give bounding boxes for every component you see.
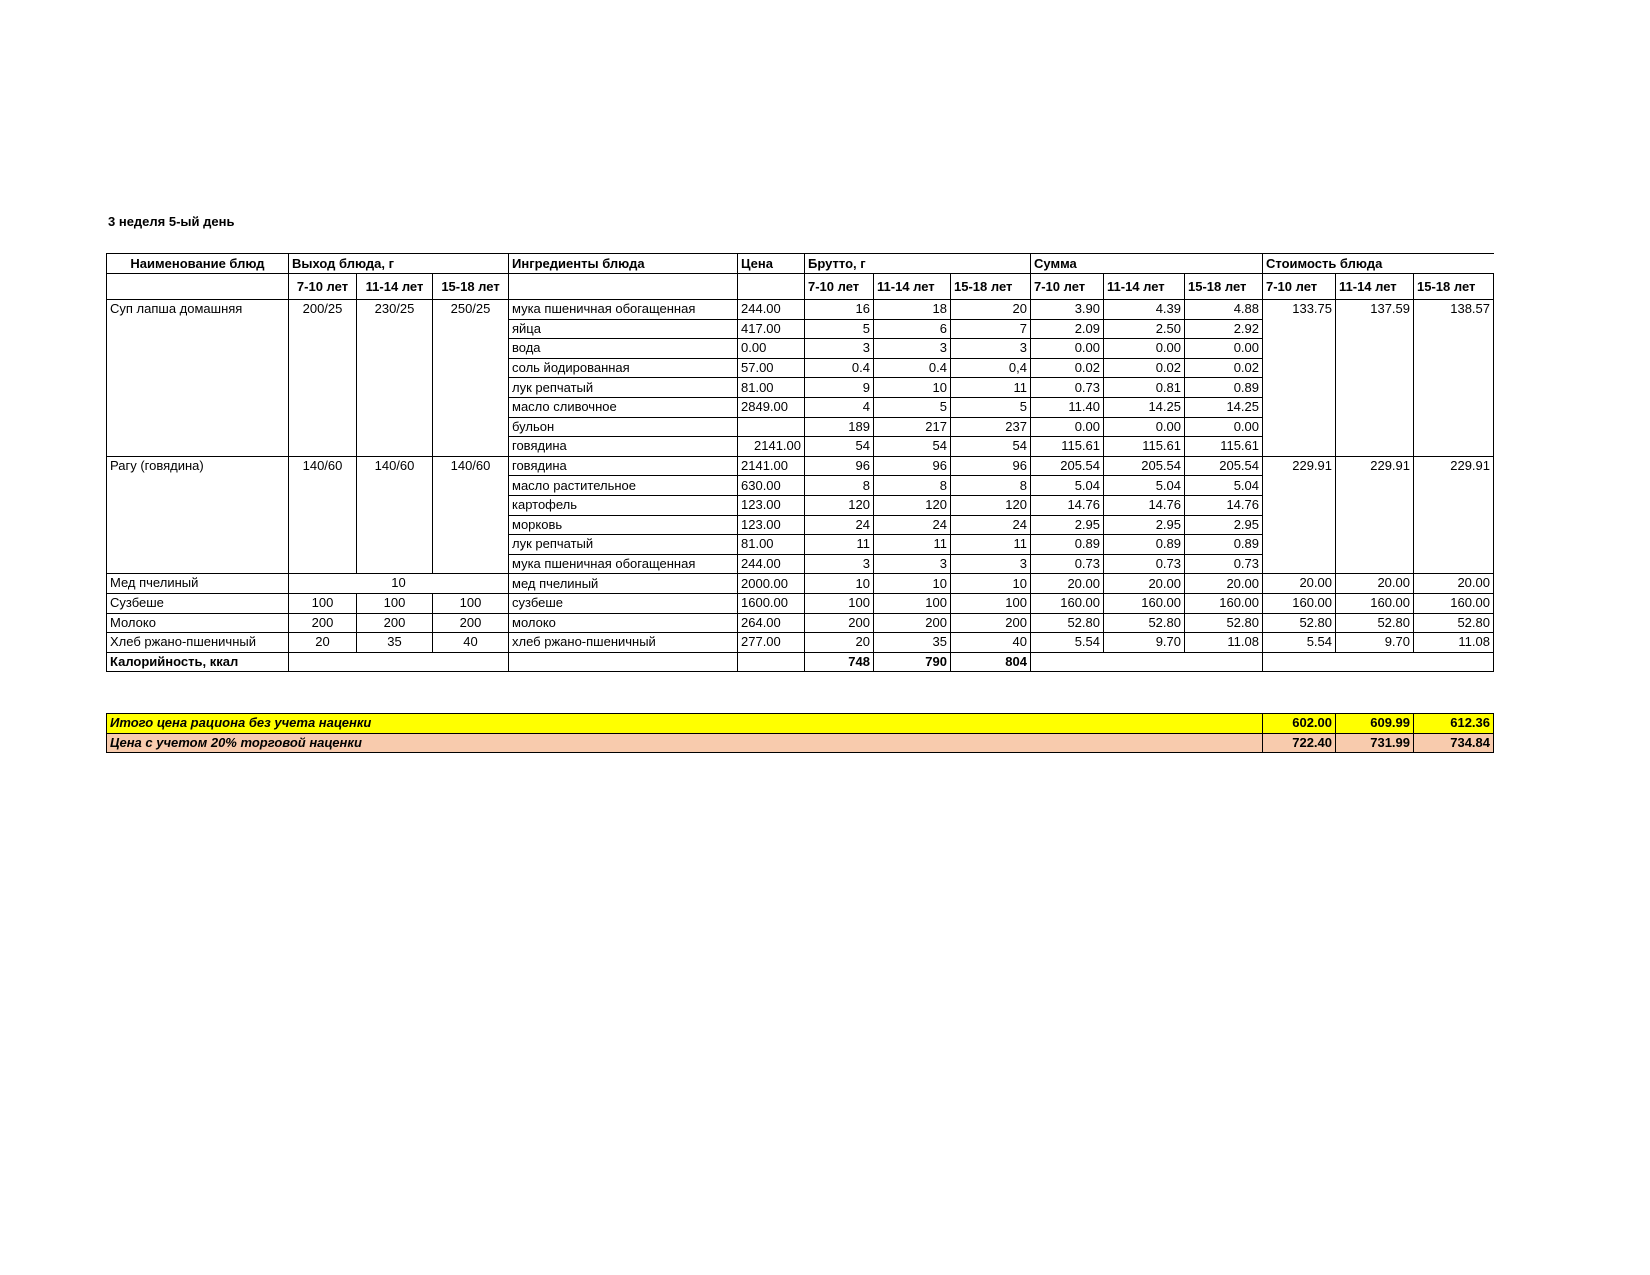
sum-age-header: 15-18 лет	[1185, 274, 1263, 300]
sum-value: 4.88	[1185, 300, 1263, 320]
sum-value: 14.25	[1185, 397, 1263, 417]
gross-value: 8	[951, 476, 1031, 496]
gross-value: 3	[951, 554, 1031, 574]
sum-value: 0.89	[1104, 535, 1185, 555]
sum-value: 0.02	[1031, 358, 1104, 378]
dish-name: Сузбеше	[107, 593, 289, 613]
gross-value: 120	[951, 495, 1031, 515]
gross-value: 11	[805, 535, 874, 555]
gross-value: 10	[951, 574, 1031, 594]
calories-empty	[289, 652, 509, 672]
yield-value: 200	[357, 613, 433, 633]
cost-age-header: 15-18 лет	[1414, 274, 1494, 300]
table-row	[107, 593, 1494, 613]
cost-value: 160.00	[1263, 593, 1336, 613]
sum-value: 52.80	[1185, 613, 1263, 633]
sum-value: 2.95	[1185, 515, 1263, 535]
ingredient-name: говядина	[509, 456, 738, 476]
sum-value: 52.80	[1031, 613, 1104, 633]
cost-value: 229.91	[1263, 456, 1336, 574]
cost-age-header: 7-10 лет	[1263, 274, 1336, 300]
gross-value: 11	[951, 378, 1031, 398]
sum-value: 205.54	[1031, 456, 1104, 476]
yield-value: 140/60	[357, 456, 433, 574]
gross-value: 120	[805, 495, 874, 515]
ingredient-price: 123.00	[738, 495, 805, 515]
gross-value: 0.4	[805, 358, 874, 378]
gross-value: 35	[874, 633, 951, 653]
gross-value: 5	[951, 397, 1031, 417]
gross-value: 8	[874, 476, 951, 496]
ingredient-name: лук репчатый	[509, 378, 738, 398]
gross-value: 7	[951, 319, 1031, 339]
sum-value: 52.80	[1104, 613, 1185, 633]
table-row	[107, 300, 1494, 320]
gross-value: 200	[805, 613, 874, 633]
dish-name: Суп лапша домашняя	[107, 300, 289, 457]
ingredient-name: лук репчатый	[509, 535, 738, 555]
sum-value: 115.61	[1185, 437, 1263, 457]
gross-value: 24	[805, 515, 874, 535]
ingredient-name: говядина	[509, 437, 738, 457]
header-row-ages	[107, 274, 1494, 300]
yield-value: 100	[433, 593, 509, 613]
gross-value: 54	[805, 437, 874, 457]
gross-header: Брутто, г	[805, 254, 1031, 274]
ingredient-name: картофель	[509, 495, 738, 515]
total-row	[107, 714, 1494, 734]
ingredient-price: 81.00	[738, 535, 805, 555]
yield-value: 100	[357, 593, 433, 613]
total-value: 609.99	[1336, 714, 1414, 734]
gross-value: 189	[805, 417, 874, 437]
price-subheader-empty	[738, 274, 805, 300]
yield-value: 20	[289, 633, 357, 653]
cost-value: 20.00	[1336, 574, 1414, 594]
sum-value: 5.04	[1104, 476, 1185, 496]
sum-value: 14.76	[1185, 495, 1263, 515]
sum-value: 11.40	[1031, 397, 1104, 417]
ingredient-name: молоко	[509, 613, 738, 633]
gross-value: 18	[874, 300, 951, 320]
cost-value: 20.00	[1263, 574, 1336, 594]
gross-value: 5	[805, 319, 874, 339]
calories-row	[107, 652, 1494, 672]
sum-value: 0.00	[1185, 417, 1263, 437]
gross-age-header: 7-10 лет	[805, 274, 874, 300]
ingredient-price: 81.00	[738, 378, 805, 398]
ingredients-subheader-empty	[509, 274, 738, 300]
yield-value: 100	[289, 593, 357, 613]
cost-value: 52.80	[1414, 613, 1494, 633]
gross-value: 217	[874, 417, 951, 437]
sum-value: 115.61	[1031, 437, 1104, 457]
dish-name: Рагу (говядина)	[107, 456, 289, 574]
calories-empty	[1031, 652, 1263, 672]
sum-value: 5.04	[1185, 476, 1263, 496]
total-value: 602.00	[1263, 714, 1336, 734]
gross-value: 96	[805, 456, 874, 476]
gross-value: 120	[874, 495, 951, 515]
dish-subheader-empty	[107, 274, 289, 300]
header-row-main	[107, 254, 1494, 274]
cost-value: 52.80	[1336, 613, 1414, 633]
calories-empty	[509, 652, 738, 672]
yield-value: 200	[433, 613, 509, 633]
sum-value: 9.70	[1104, 633, 1185, 653]
sum-value: 160.00	[1104, 593, 1185, 613]
yield-value: 250/25	[433, 300, 509, 457]
sum-value: 0.73	[1185, 554, 1263, 574]
total-value: 612.36	[1414, 714, 1494, 734]
markup-value: 731.99	[1336, 733, 1414, 753]
sum-value: 0.73	[1031, 554, 1104, 574]
gross-value: 100	[874, 593, 951, 613]
ingredient-name: морковь	[509, 515, 738, 535]
gross-value: 96	[874, 456, 951, 476]
sum-value: 14.25	[1104, 397, 1185, 417]
gross-value: 3	[951, 339, 1031, 359]
markup-value: 734.84	[1414, 733, 1494, 753]
cost-value: 11.08	[1414, 633, 1494, 653]
ingredient-price: 630.00	[738, 476, 805, 496]
ingredient-price: 0.00	[738, 339, 805, 359]
cost-value: 20.00	[1414, 574, 1494, 594]
gross-value: 20	[805, 633, 874, 653]
markup-value: 722.40	[1263, 733, 1336, 753]
sum-value: 0.89	[1185, 378, 1263, 398]
yield-value: 140/60	[289, 456, 357, 574]
ingredient-price: 2849.00	[738, 397, 805, 417]
ingredient-name: вода	[509, 339, 738, 359]
gross-value: 3	[805, 339, 874, 359]
ingredient-price: 264.00	[738, 613, 805, 633]
sum-value: 3.90	[1031, 300, 1104, 320]
gross-value: 3	[874, 554, 951, 574]
sum-value: 14.76	[1104, 495, 1185, 515]
ingredient-price: 2000.00	[738, 574, 805, 594]
ingredient-name: бульон	[509, 417, 738, 437]
dish-name: Молоко	[107, 613, 289, 633]
cost-value: 5.54	[1263, 633, 1336, 653]
yield-age-header: 11-14 лет	[357, 274, 433, 300]
page-title: 3 неделя 5-ый день	[108, 214, 235, 229]
dish-name: Хлеб ржано-пшеничный	[107, 633, 289, 653]
sum-value: 2.95	[1104, 515, 1185, 535]
ingredient-price: 57.00	[738, 358, 805, 378]
yield-value: 35	[357, 633, 433, 653]
ingredient-price	[738, 417, 805, 437]
cost-value: 138.57	[1414, 300, 1494, 457]
sum-value: 205.54	[1104, 456, 1185, 476]
menu-table	[106, 253, 1494, 672]
sum-value: 14.76	[1031, 495, 1104, 515]
calories-value: 790	[874, 652, 951, 672]
gross-value: 200	[874, 613, 951, 633]
gross-value: 10	[874, 574, 951, 594]
gross-value: 3	[874, 339, 951, 359]
yield-value: 10	[289, 574, 509, 594]
dish-name: Мед пчелиный	[107, 574, 289, 594]
ingredient-name: яйца	[509, 319, 738, 339]
gross-value: 11	[874, 535, 951, 555]
ingredient-name: мука пшеничная обогащенная	[509, 554, 738, 574]
ingredient-name: хлеб ржано-пшеничный	[509, 633, 738, 653]
gross-value: 9	[805, 378, 874, 398]
calories-label: Калорийность, ккал	[107, 652, 289, 672]
gross-value: 100	[951, 593, 1031, 613]
sum-value: 160.00	[1185, 593, 1263, 613]
gross-value: 54	[951, 437, 1031, 457]
ingredient-name: мед пчелиный	[509, 574, 738, 594]
ingredient-price: 277.00	[738, 633, 805, 653]
ingredient-name: масло растительное	[509, 476, 738, 496]
yield-value: 200/25	[289, 300, 357, 457]
cost-value: 133.75	[1263, 300, 1336, 457]
sum-age-header: 7-10 лет	[1031, 274, 1104, 300]
ingredient-price: 123.00	[738, 515, 805, 535]
ingredient-price: 244.00	[738, 554, 805, 574]
cost-age-header: 11-14 лет	[1336, 274, 1414, 300]
sum-value: 115.61	[1104, 437, 1185, 457]
calories-empty	[1263, 652, 1494, 672]
sum-value: 0.00	[1104, 339, 1185, 359]
gross-value: 5	[874, 397, 951, 417]
ingredient-price: 417.00	[738, 319, 805, 339]
gross-value: 11	[951, 535, 1031, 555]
yield-age-header: 15-18 лет	[433, 274, 509, 300]
cost-value: 229.91	[1336, 456, 1414, 574]
gross-value: 10	[874, 378, 951, 398]
gross-value: 3	[805, 554, 874, 574]
sum-value: 0.00	[1031, 417, 1104, 437]
dish-header: Наименование блюд	[107, 254, 289, 274]
sum-value: 20.00	[1185, 574, 1263, 594]
gross-value: 40	[951, 633, 1031, 653]
total-label: Итого цена рациона без учета наценки	[107, 714, 1263, 734]
gross-value: 200	[951, 613, 1031, 633]
sum-value: 20.00	[1104, 574, 1185, 594]
sum-value: 0.89	[1031, 535, 1104, 555]
calories-value: 748	[805, 652, 874, 672]
sum-value: 5.04	[1031, 476, 1104, 496]
gross-value: 10	[805, 574, 874, 594]
gross-value: 237	[951, 417, 1031, 437]
ingredient-price: 244.00	[738, 300, 805, 320]
sum-value: 0.00	[1104, 417, 1185, 437]
gross-value: 6	[874, 319, 951, 339]
sum-value: 2.50	[1104, 319, 1185, 339]
sum-value: 160.00	[1031, 593, 1104, 613]
cost-value: 160.00	[1336, 593, 1414, 613]
ingredient-price: 2141.00	[738, 437, 805, 457]
ingredient-name: масло сливочное	[509, 397, 738, 417]
gross-value: 100	[805, 593, 874, 613]
sum-value: 0.81	[1104, 378, 1185, 398]
sum-value: 2.92	[1185, 319, 1263, 339]
gross-value: 0,4	[951, 358, 1031, 378]
yield-header: Выход блюда, г	[289, 254, 509, 274]
gross-value: 0.4	[874, 358, 951, 378]
yield-value: 140/60	[433, 456, 509, 574]
table-row	[107, 613, 1494, 633]
ingredient-price: 2141.00	[738, 456, 805, 476]
gross-value: 54	[874, 437, 951, 457]
markup-label: Цена с учетом 20% торговой наценки	[107, 733, 1263, 753]
sum-value: 0.02	[1185, 358, 1263, 378]
cost-value: 229.91	[1414, 456, 1494, 574]
ingredient-price: 1600.00	[738, 593, 805, 613]
sum-header: Сумма	[1031, 254, 1263, 274]
cost-value: 160.00	[1414, 593, 1494, 613]
cost-header: Стоимость блюда	[1263, 254, 1494, 274]
price-header: Цена	[738, 254, 805, 274]
calories-empty	[738, 652, 805, 672]
sum-value: 0.89	[1185, 535, 1263, 555]
sum-value: 4.39	[1104, 300, 1185, 320]
yield-age-header: 7-10 лет	[289, 274, 357, 300]
ingredient-name: соль йодированная	[509, 358, 738, 378]
ingredients-header: Ингредиенты блюда	[509, 254, 738, 274]
sum-value: 20.00	[1031, 574, 1104, 594]
markup-row	[107, 733, 1494, 753]
sum-age-header: 11-14 лет	[1104, 274, 1185, 300]
cost-value: 9.70	[1336, 633, 1414, 653]
ingredient-name: сузбеше	[509, 593, 738, 613]
sum-value: 2.95	[1031, 515, 1104, 535]
gross-value: 96	[951, 456, 1031, 476]
ingredient-name: мука пшеничная обогащенная	[509, 300, 738, 320]
yield-value: 200	[289, 613, 357, 633]
sum-value: 5.54	[1031, 633, 1104, 653]
sum-value: 0.73	[1104, 554, 1185, 574]
sum-value: 0.73	[1031, 378, 1104, 398]
sum-value: 11.08	[1185, 633, 1263, 653]
yield-value: 40	[433, 633, 509, 653]
sum-value: 2.09	[1031, 319, 1104, 339]
table-row	[107, 574, 1494, 594]
gross-value: 24	[874, 515, 951, 535]
yield-value: 230/25	[357, 300, 433, 457]
sum-value: 205.54	[1185, 456, 1263, 476]
totals-table	[106, 713, 1494, 753]
sum-value: 0.00	[1185, 339, 1263, 359]
sum-value: 0.02	[1104, 358, 1185, 378]
cost-value: 52.80	[1263, 613, 1336, 633]
gross-value: 16	[805, 300, 874, 320]
calories-value: 804	[951, 652, 1031, 672]
gross-age-header: 15-18 лет	[951, 274, 1031, 300]
gross-value: 4	[805, 397, 874, 417]
gross-age-header: 11-14 лет	[874, 274, 951, 300]
gross-value: 20	[951, 300, 1031, 320]
table-row	[107, 456, 1494, 476]
gross-value: 8	[805, 476, 874, 496]
cost-value: 137.59	[1336, 300, 1414, 457]
table-row	[107, 633, 1494, 653]
sum-value: 0.00	[1031, 339, 1104, 359]
gross-value: 24	[951, 515, 1031, 535]
